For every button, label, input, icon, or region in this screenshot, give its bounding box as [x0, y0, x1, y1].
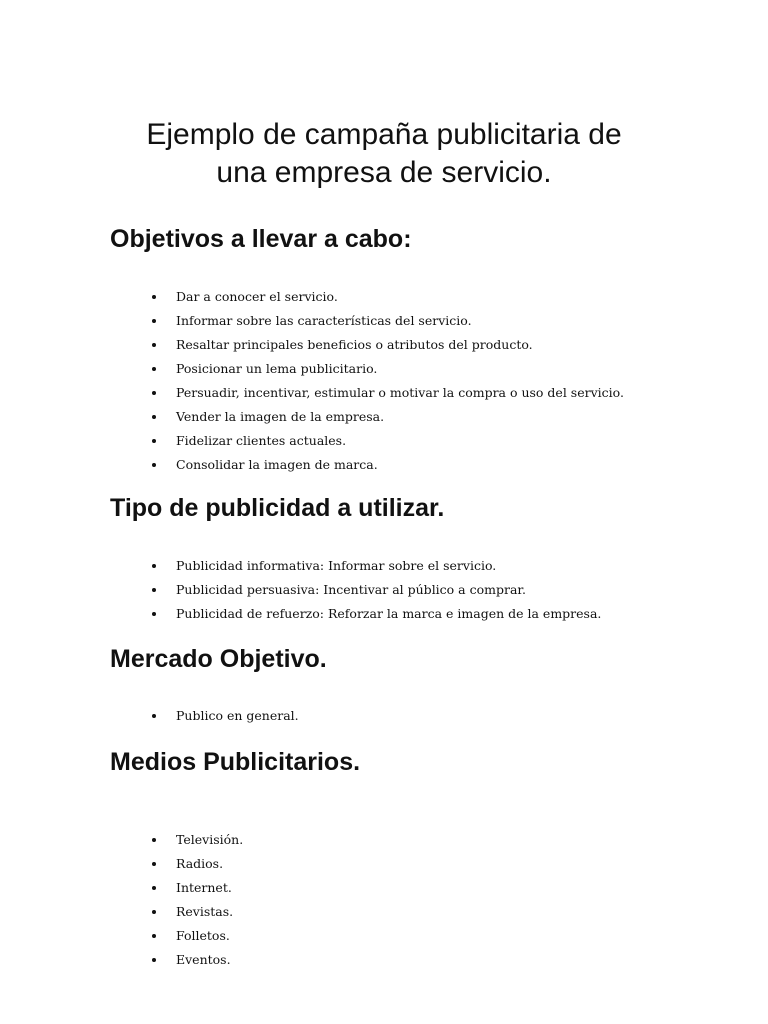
section-objetivos [110, 224, 730, 477]
list-item [110, 924, 730, 948]
section-heading-objetivos: Objetivos a llevar a cabo: [110, 225, 412, 253]
list-item [110, 405, 730, 429]
bullet-icon [152, 714, 156, 718]
bullet-icon [152, 862, 156, 866]
section-medios-publicitarios [110, 747, 730, 972]
document-title [0, 116, 768, 192]
medios-publicitarios-list [110, 828, 730, 972]
list-item-text: Publicidad de refuerzo: Reforzar la marca e imagen de la empresa. [176, 606, 602, 621]
list-item [110, 333, 730, 357]
bullet-icon [152, 958, 156, 962]
bullet-icon [152, 415, 156, 419]
bullet-icon [152, 838, 156, 842]
section-heading-medios-publicitarios: Medios Publicitarios. [110, 748, 361, 776]
bullet-icon [152, 295, 156, 299]
bullet-icon [152, 319, 156, 323]
list-item [110, 900, 730, 924]
list-item-text: Revistas. [176, 904, 234, 919]
bullet-icon [152, 886, 156, 890]
list-item-text: Eventos. [176, 952, 231, 967]
list-item [110, 381, 730, 405]
section-tipo-publicidad [110, 493, 730, 626]
bullet-icon [152, 564, 156, 568]
list-item-text: Posicionar un lema publicitario. [176, 361, 378, 376]
list-item [110, 578, 730, 602]
objetivos-list [110, 285, 730, 477]
bullet-icon [152, 367, 156, 371]
list-item-text: Dar a conocer el servicio. [176, 289, 338, 304]
list-item [110, 948, 730, 972]
tipo-publicidad-list [110, 554, 730, 626]
mercado-objetivo-list [110, 704, 730, 728]
bullet-icon [152, 463, 156, 467]
list-item [110, 453, 730, 477]
list-item-text: Internet. [176, 880, 232, 895]
section-heading-tipo-publicidad: Tipo de publicidad a utilizar. [110, 494, 445, 522]
list-item-text: Publicidad persuasiva: Incentivar al público a comprar. [176, 582, 526, 597]
list-item [110, 357, 730, 381]
section-mercado-objetivo [110, 644, 730, 728]
bullet-icon [152, 910, 156, 914]
list-item [110, 602, 730, 626]
list-item [110, 852, 730, 876]
list-item-text: Resaltar principales beneficios o atributos del producto. [176, 337, 533, 352]
list-item [110, 704, 730, 728]
list-item-text: Consolidar la imagen de marca. [176, 457, 378, 472]
section-heading-mercado-objetivo: Mercado Objetivo. [110, 645, 327, 673]
bullet-icon [152, 612, 156, 616]
bullet-icon [152, 343, 156, 347]
list-item-text: Fidelizar clientes actuales. [176, 433, 347, 448]
list-item [110, 429, 730, 453]
list-item-text: Informar sobre las características del servicio. [176, 313, 472, 328]
bullet-icon [152, 934, 156, 938]
list-item [110, 554, 730, 578]
document-title-line-1: Ejemplo de campaña publicitaria de [146, 118, 622, 151]
bullet-icon [152, 391, 156, 395]
list-item-text: Vender la imagen de la empresa. [176, 409, 385, 424]
list-item-text: Folletos. [176, 928, 230, 943]
list-item [110, 828, 730, 852]
bullet-icon [152, 588, 156, 592]
list-item-text: Publico en general. [176, 708, 299, 723]
list-item-text: Publicidad informativa: Informar sobre el servicio. [176, 558, 497, 573]
list-item [110, 876, 730, 900]
list-item-text: Persuadir, incentivar, estimular o motivar la compra o uso del servicio. [176, 385, 624, 400]
bullet-icon [152, 439, 156, 443]
list-item-text: Televisión. [176, 832, 244, 847]
list-item [110, 285, 730, 309]
document-title-line-2: una empresa de servicio. [216, 156, 552, 189]
list-item [110, 309, 730, 333]
list-item-text: Radios. [176, 856, 224, 871]
